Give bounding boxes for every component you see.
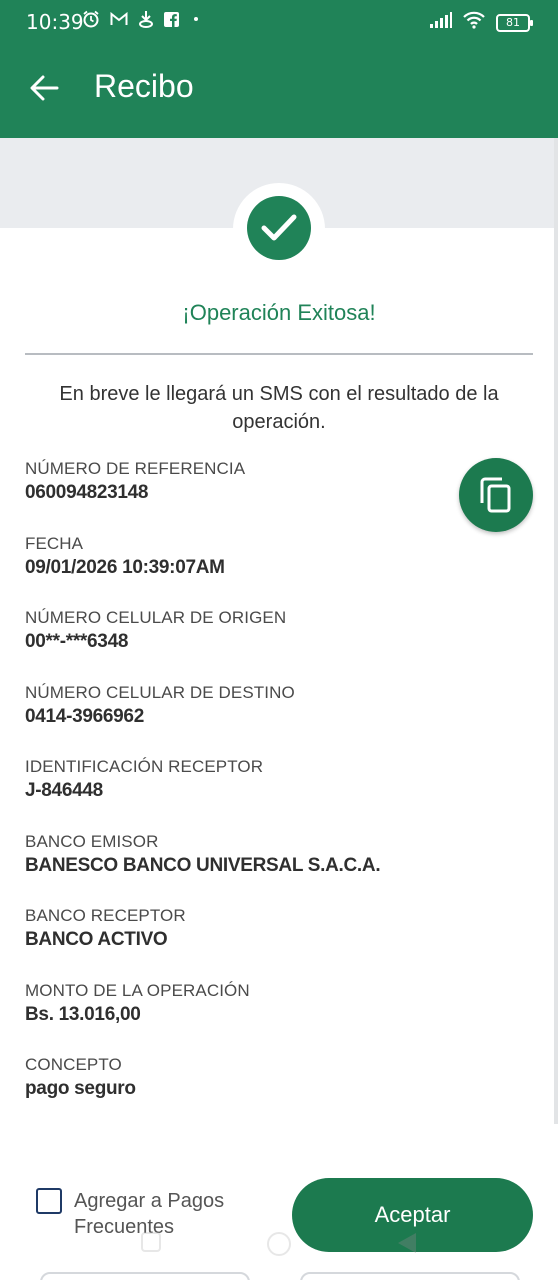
field-value: pago seguro — [25, 1078, 136, 1099]
field-value: 060094823148 — [25, 482, 149, 503]
alarm-icon — [82, 10, 100, 33]
copy-reference-button[interactable] — [459, 458, 533, 532]
field-value: J-846448 — [25, 780, 103, 801]
home-icon — [266, 1231, 292, 1262]
recent-apps-icon — [140, 1231, 162, 1258]
receipt-details — [25, 458, 445, 1129]
field-label: FECHA — [25, 533, 84, 553]
facebook-icon — [164, 12, 179, 32]
status-time: 10:39 — [26, 10, 84, 34]
wifi-icon — [462, 11, 486, 34]
sms-message: En breve le llegará un SMS con el resultado de la operación. — [59, 383, 499, 433]
notification-icons — [82, 10, 203, 33]
success-title: ¡Operación Exitosa! — [182, 300, 376, 325]
field-label: NÚMERO CELULAR DE DESTINO — [25, 682, 295, 702]
bottom-outline-left — [40, 1272, 250, 1280]
field-origin-phone — [25, 607, 445, 682]
field-reference — [25, 458, 445, 533]
back-nav-icon — [396, 1231, 418, 1260]
arrow-left-icon — [29, 75, 59, 101]
copy-icon — [480, 477, 512, 513]
field-value: BANESCO BANCO UNIVERSAL S.A.C.A. — [25, 854, 381, 876]
battery-icon: 81 — [496, 14, 530, 32]
field-amount — [25, 980, 445, 1055]
field-destination-phone — [25, 682, 445, 757]
frequent-payment-checkbox-row[interactable] — [36, 1188, 62, 1214]
field-label: IDENTIFICACIÓN RECEPTOR — [25, 757, 264, 776]
page-title: Recibo — [94, 68, 194, 104]
field-value: Bs. 13.016,00 — [25, 1003, 141, 1025]
field-label: BANCO RECEPTOR — [25, 906, 186, 925]
field-concept — [25, 1054, 445, 1129]
system-icons — [430, 11, 530, 34]
field-label: MONTO DE LA OPERACIÓN — [25, 980, 250, 1000]
field-label: NÚMERO CELULAR DE ORIGEN — [25, 608, 287, 627]
field-value: 00**-***6348 — [25, 631, 129, 652]
field-receiver-id — [25, 756, 445, 831]
accept-button[interactable]: Aceptar — [292, 1178, 533, 1252]
field-receiving-bank — [25, 905, 445, 980]
signal-icon — [430, 12, 452, 33]
frequent-payment-checkbox[interactable] — [36, 1188, 62, 1214]
app-bar — [0, 42, 558, 138]
back-button[interactable] — [24, 68, 64, 108]
field-label: BANCO EMISOR — [25, 831, 159, 851]
field-value: 09/01/2026 10:39:07AM — [25, 556, 225, 578]
field-issuing-bank — [25, 831, 445, 906]
field-date — [25, 533, 445, 608]
field-value: BANCO ACTIVO — [25, 929, 168, 950]
success-check-icon — [247, 196, 311, 260]
field-label: NÚMERO DE REFERENCIA — [25, 459, 246, 478]
field-value: 0414-3966962 — [25, 705, 144, 727]
divider — [25, 353, 533, 355]
gmail-icon — [110, 12, 128, 31]
scrollbar[interactable] — [554, 138, 558, 1124]
dot-icon — [189, 12, 203, 31]
frequent-payment-label[interactable]: Agregar a Pagos Frecuentes — [74, 1190, 225, 1238]
download-icon — [138, 10, 154, 33]
field-label: CONCEPTO — [25, 1055, 122, 1074]
bottom-outline-right — [300, 1272, 520, 1280]
status-bar — [0, 0, 558, 42]
